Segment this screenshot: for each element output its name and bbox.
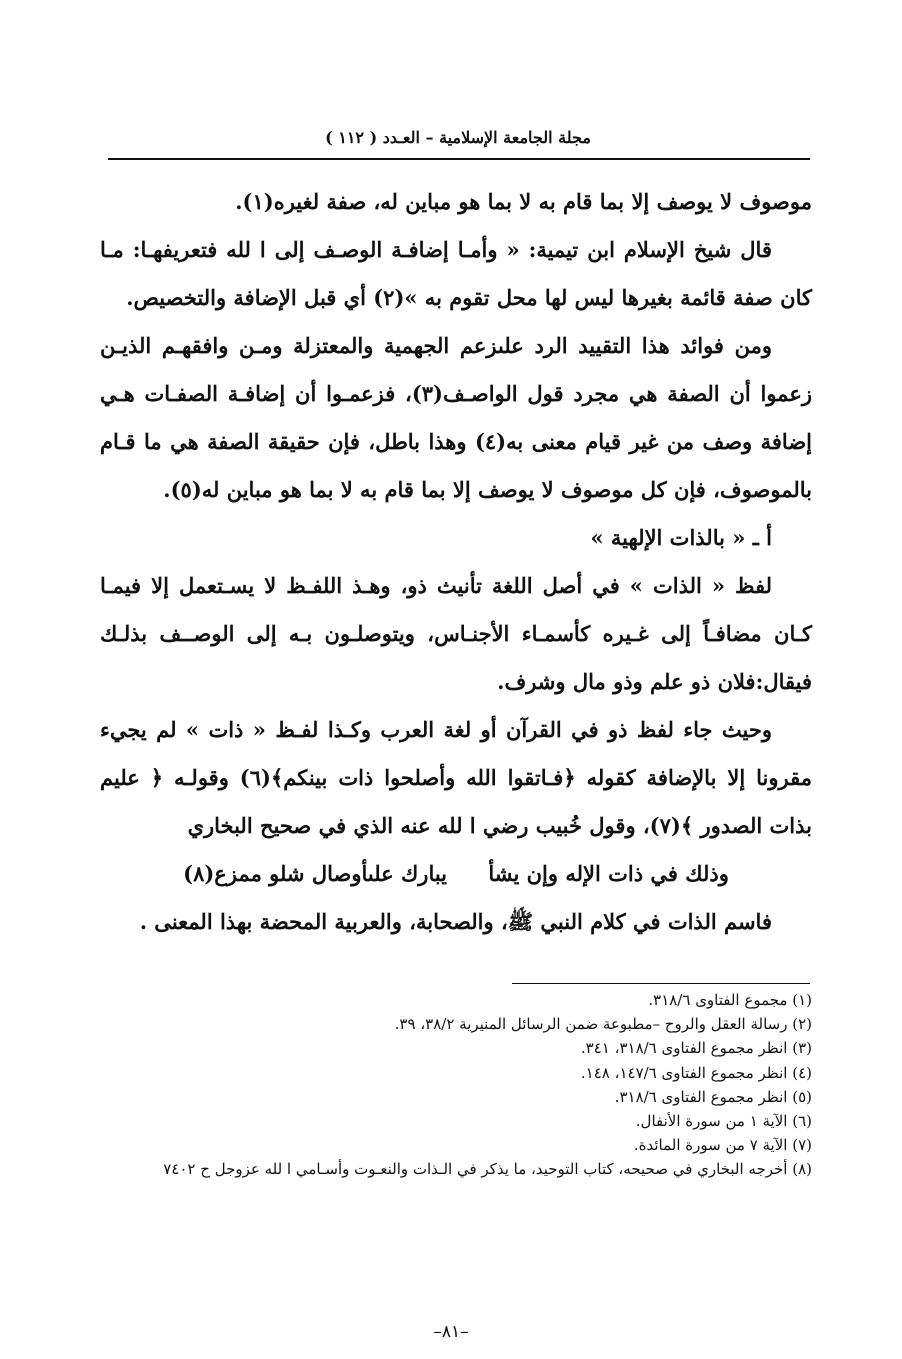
poetry-verse: [100, 850, 812, 898]
journal-header: مجلة الجامعة الإسلامية – العـدد ( ١١٢ ): [325, 128, 591, 147]
footnote-5: (٥) انظر مجموع الفتاوى ٣١٨/٦.: [614, 1087, 812, 1106]
closing-paragraph: فاسم الذات في كلام النبي ﷺ، والصحابة، والعربية المحضة بهذا المعنى .: [139, 909, 772, 934]
paragraph-4: لفظ « الذات » في أصل اللغة تأنيث ذو، وهـذ اللفـظ لا يسـتعمل إلا فيمـا كـان مضافـاً إلى غـيره كأسمـاء الأجنـاس، ويتوصلـون بـه إلى الوصــف بذلـك فيقال:فلان ذو علم وذو مال وشرف.: [100, 573, 812, 694]
footnote-1: (١) مجموع الفتاوى ٣١٨/٦.: [648, 991, 812, 1009]
footnote-divider: [512, 983, 810, 984]
footnote-2: (٢) رسالة العقل والروح –مطبوعة ضمن الرسائل المنيرية ٣٨/٢، ٣٩.: [394, 1015, 812, 1034]
footnotes: [96, 988, 812, 1182]
main-text: [100, 178, 812, 946]
footnote-4: (٤) انظر مجموع الفتاوى ١٤٧/٦، ١٤٨.: [580, 1063, 812, 1082]
paragraph-1: موصوف لا يوصف إلا بما قام به لا بما هو مباين له، صفة لغيره(١).: [235, 189, 812, 214]
footnote-7: (٧) الآية ٧ من سورة المائدة.: [633, 1136, 812, 1155]
page-number: –٨١–: [433, 1322, 469, 1342]
section-heading: أ ـ « بالذات الإلهية »: [590, 525, 772, 550]
paragraph-5: وحيث جاء لفظ ذو في القرآن أو لغة العرب وكـذا لفـظ « ذات » لم يجيء مقرونا إلا بالإضافة كقوله ﴿فـاتقوا الله وأصلحوا ذات بينكم﴾(٦) وقولـه ﴿ عليم بذات الصدور ﴾(٧)، وقول خُبيب رضي ا لله عنه الذي في صحيح البخاري: [100, 717, 812, 838]
footnote-6: (٦) الآية ١ من سورة الأنفال.: [635, 1112, 812, 1131]
footnote-3: (٣) انظر مجموع الفتاوى ٣١٨/٦، ٣٤١.: [580, 1039, 812, 1058]
header-divider: [108, 158, 810, 160]
verse-second-hemistich: يبارك علىأوصال شلو ممزع(٨): [183, 861, 448, 886]
verse-first-hemistich: وذلك في ذات الإله وإن يشأ: [488, 861, 729, 886]
paragraph-2: قال شيخ الإسلام ابن تيمية: « وأمـا إضافـة الوصـف إلى ا لله فتعريفهـا: مـا كان صفة قائمة بغيرها ليس لها محل تقوم به »(٢) أي قبل الإضافة والتخصيص.: [100, 237, 812, 310]
paragraph-3: ومن فوائد هذا التقييد الرد علىزعم الجهمية والمعتزلة ومـن وافقهـم الذيـن زعموا أن الصفة هي مجرد قول الواصـف(٣)، فزعمـوا أن إضافـة الصفـات هـي إضافة وصف من غير قيام معنى به(٤) وهذا باطل، فإن حقيقة الصفة هي ما قـام بالموصوف، فإن كل موصوف لا يوصف إلا بما قام به لا بما هو مباين له(٥).: [100, 333, 812, 502]
footnote-8: (٨) أخرجه البخاري في صحيحه، كتاب التوحيد، ما يذكر في الـذات والنعـوت وأسـامي ا لله عزوجل ح ٧٤٠٢: [163, 1160, 812, 1179]
